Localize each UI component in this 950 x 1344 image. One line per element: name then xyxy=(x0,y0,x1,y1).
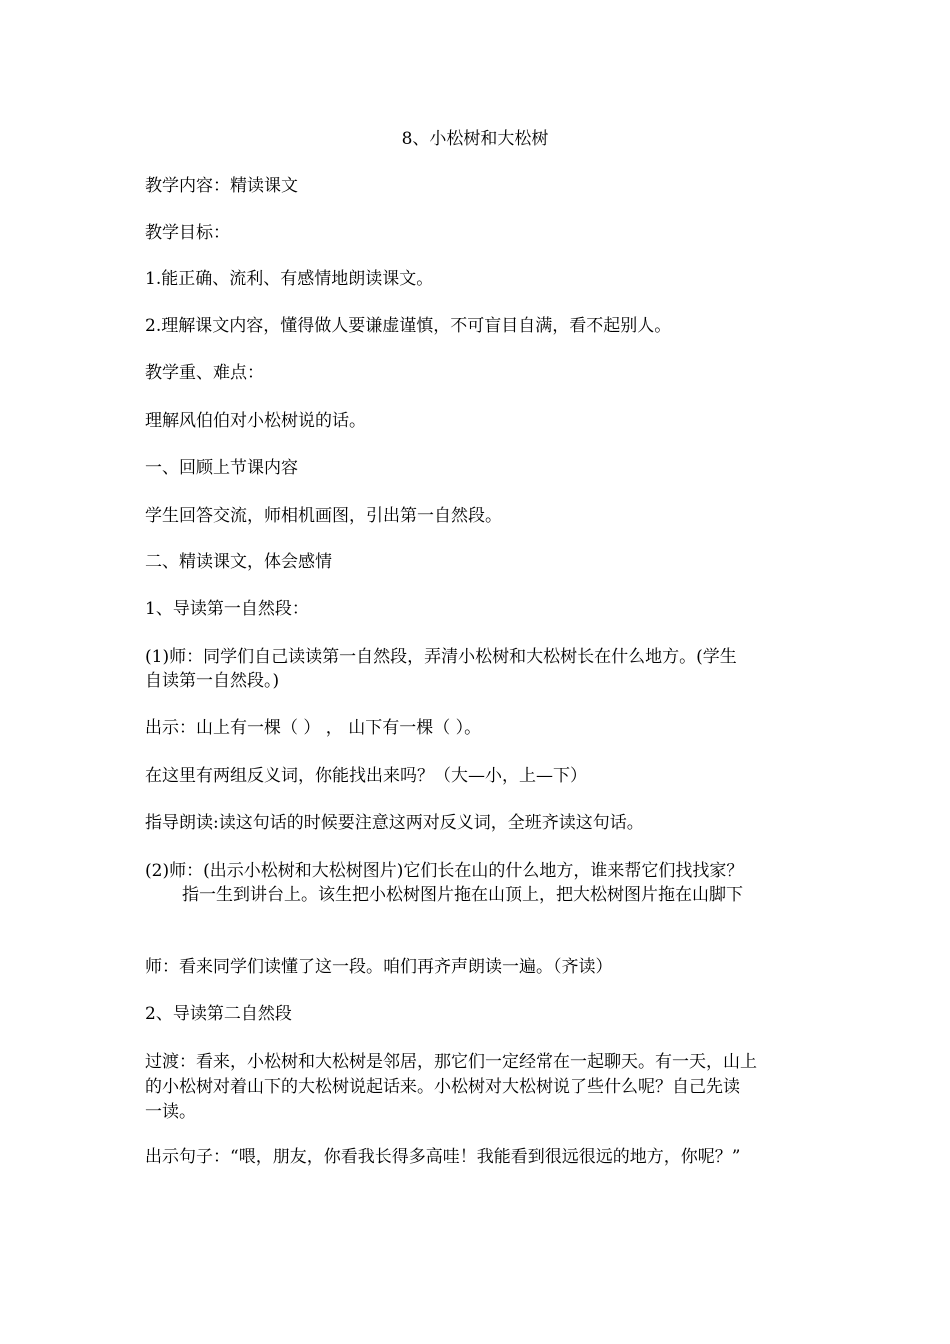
text-line-step-1: (1)师：同学们自己读读第一自然段，弄清小松树和大松树长在什么地方。(学生 xyxy=(145,647,737,667)
text-line-transition-2: 的小松树对着山下的大松树说起话来。小松树对大松树说了些什么呢？自己先读 xyxy=(145,1077,740,1097)
text-line-goal-1: 1.能正确、流利、有感情地朗读课文。 xyxy=(145,269,434,289)
text-line-reading-guide: 指导朗读:读这句话的时候要注意这两对反义词，全班齐读这句话。 xyxy=(145,813,644,833)
text-line-paragraph-1-heading: 1、导读第一自然段： xyxy=(145,599,309,619)
text-line-step-2-cont: 指一生到讲台上。该生把小松树图片拖在山顶上，把大松树图片拖在山脚下 xyxy=(182,885,743,905)
text-line-transition-3: 一读。 xyxy=(145,1102,196,1122)
text-line-section-1-content: 学生回答交流，师相机画图，引出第一自然段。 xyxy=(145,506,502,526)
text-line-key-points: 教学重、难点： xyxy=(145,363,264,383)
text-line-display-quote: 出示句子：“喂，朋友，你看我长得多高哇！我能看到很远很远的地方，你呢？” xyxy=(145,1147,741,1167)
text-line-teaching-content: 教学内容：精读课文 xyxy=(145,176,298,196)
text-line-step-1-cont: 自读第一自然段。) xyxy=(145,671,280,691)
text-line-teaching-goals: 教学目标： xyxy=(145,223,230,243)
document-title: 8、小松树和大松树 xyxy=(401,129,549,149)
text-line-paragraph-2-heading: 2、导读第二自然段 xyxy=(145,1004,292,1024)
text-line-section-1: 一、回顾上节课内容 xyxy=(145,458,298,478)
text-line-teacher-summary: 师：看来同学们读懂了这一段。咱们再齐声朗读一遍。（齐读） xyxy=(145,957,613,977)
text-line-transition-1: 过渡：看来，小松树和大松树是邻居，那它们一定经常在一起聊天。有一天，山上 xyxy=(145,1052,757,1072)
text-line-section-2: 二、精读课文，体会感情 xyxy=(145,552,332,572)
text-line-step-2: (2)师：(出示小松树和大松树图片)它们长在山的什么地方，谁来帮它们找找家？ xyxy=(145,861,744,881)
text-line-antonyms: 在这里有两组反义词，你能找出来吗？（大—小，上—下） xyxy=(145,766,587,786)
text-line-key-point-content: 理解风伯伯对小松树说的话。 xyxy=(145,411,366,431)
text-line-goal-2: 2.理解课文内容，懂得做人要谦虚谨慎，不可盲目自满，看不起别人。 xyxy=(145,316,672,336)
text-line-display-sentence: 出示：山上有一棵（ ） ， 山下有一棵（ ）。 xyxy=(145,718,482,738)
